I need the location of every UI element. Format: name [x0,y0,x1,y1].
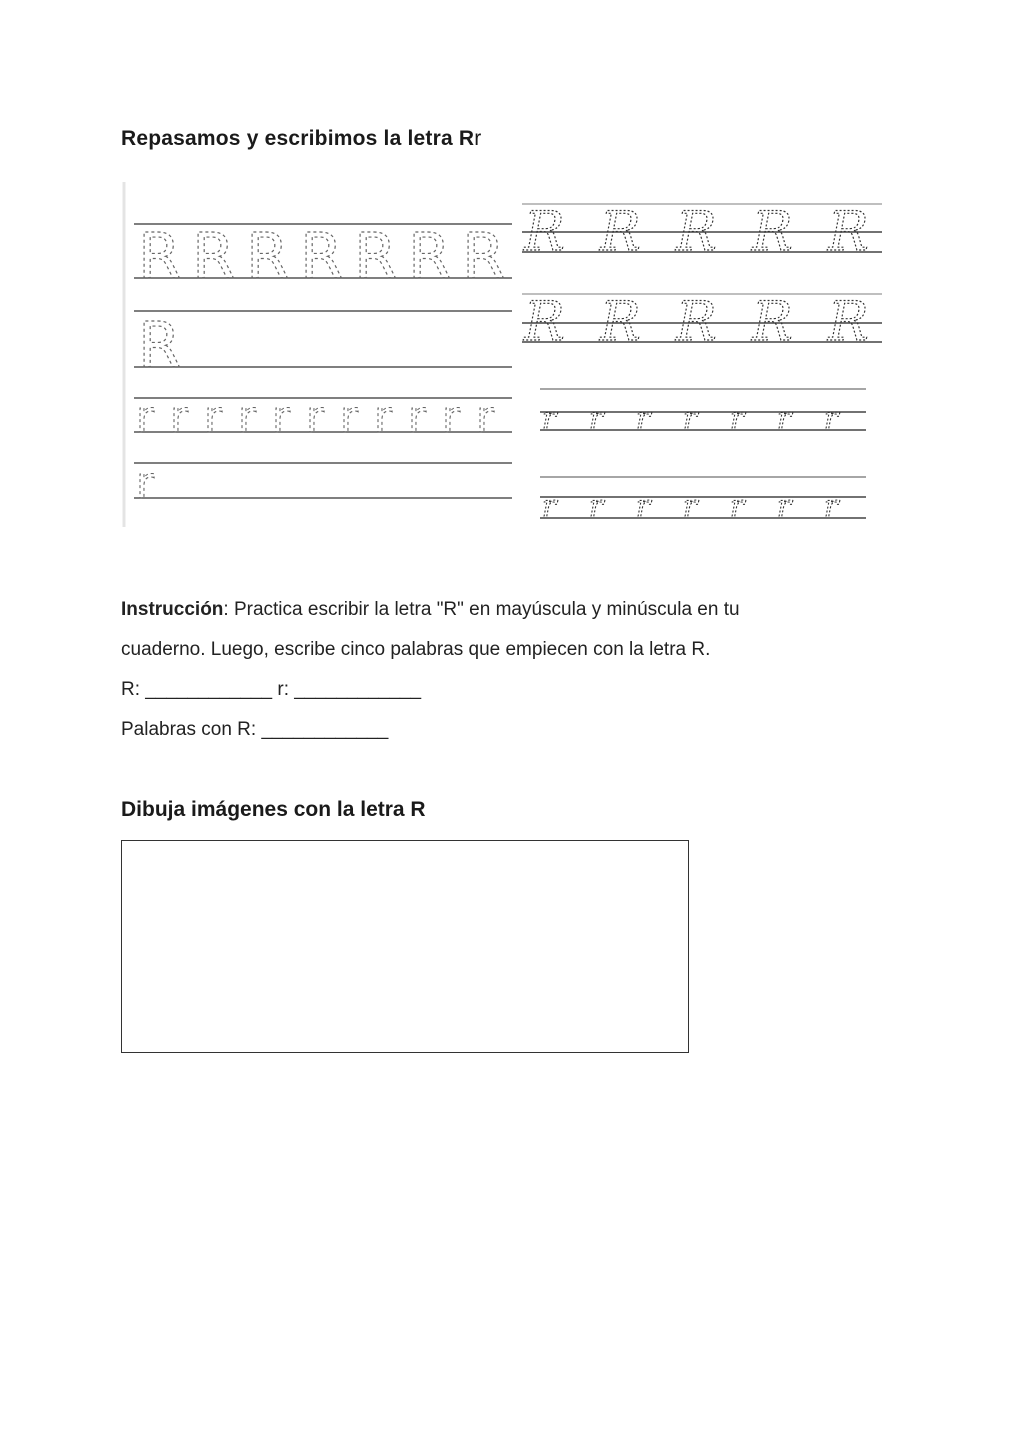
cursive-uppercase-letter: R [828,290,869,353]
cursive-uppercase-letter: R [524,200,565,263]
drawing-box[interactable] [121,840,689,1053]
dotted-uppercase-letter: R [462,220,506,293]
cursive-lowercase-letter: r [542,489,557,524]
dotted-uppercase-letter: R [300,220,344,293]
cursive-lowercase-letter: r [777,489,792,524]
dotted-lowercase-letter: r [442,392,461,443]
instruction-text-line-1: : Practica escribir la letra "R" en mayúscula y minúscula en tu [223,599,740,620]
dotted-lowercase-letter: r [408,392,427,443]
cursive-lowercase-letter: r [683,401,698,436]
instruction-text-line-2: cuaderno. Luego, escribe cinco palabras que empiecen con la letra R. [121,639,711,660]
dotted-uppercase-letter: R [192,220,236,293]
dotted-uppercase-letter: R [138,309,182,382]
title-suffix: r [474,127,482,150]
cursive-lowercase-letter: r [730,489,745,524]
cursive-lowercase-row-1 [542,401,840,436]
instruction-label: Instrucción [121,599,224,620]
dotted-lowercase-letter: r [170,392,189,443]
dotted-lowercase-letter: r [306,392,325,443]
dotted-lowercase-letter: r [374,392,393,443]
dotted-uppercase-letter: R [246,220,290,293]
cursive-uppercase-row-2 [523,290,869,353]
cursive-lowercase-letter: r [636,489,651,524]
instruction-block [121,590,881,750]
print-lowercase-row [136,392,495,443]
cursive-lowercase-letter: r [589,489,604,524]
title-main: Repasamos y escribimos la letra R [121,127,475,150]
cursive-uppercase-letter: R [600,290,641,353]
words-blank-line: Palabras con R: ____________ [121,719,389,740]
dotted-lowercase-letter: r [272,392,291,443]
cursive-lowercase-letter: r [777,401,792,436]
cursive-uppercase-letter: R [600,200,641,263]
cursive-lowercase-letter: r [589,401,604,436]
print-uppercase-single [138,309,181,382]
tracing-worksheet [122,182,890,532]
dotted-lowercase-letter: r [136,458,155,509]
instruction-paragraph [121,590,881,670]
dotted-lowercase-letter: r [238,392,257,443]
cursive-lowercase-letter: r [542,401,557,436]
cursive-lowercase-letter: r [824,401,839,436]
dotted-lowercase-letter: r [476,392,495,443]
page-title [121,127,481,151]
print-lowercase-single [136,458,155,509]
letters-blank-line: R: ____________ r: ____________ [121,679,422,700]
drawing-heading: Dibuja imágenes con la letra R [121,798,426,821]
cursive-uppercase-letter: R [524,290,565,353]
dotted-uppercase-letter: R [138,220,182,293]
cursive-lowercase-row-2 [542,489,840,524]
cursive-uppercase-letter: R [752,200,793,263]
dotted-lowercase-letter: r [136,392,155,443]
cursive-lowercase-letter: r [636,401,651,436]
dotted-uppercase-letter: R [354,220,398,293]
cursive-uppercase-letter: R [676,200,717,263]
cursive-uppercase-letter: R [828,200,869,263]
cursive-lowercase-letter: r [683,489,698,524]
print-uppercase-row [138,220,505,293]
dotted-uppercase-letter: R [408,220,452,293]
cursive-lowercase-letter: r [824,489,839,524]
cursive-uppercase-letter: R [676,290,717,353]
dotted-lowercase-letter: r [340,392,359,443]
cursive-uppercase-letter: R [752,290,793,353]
dotted-lowercase-letter: r [204,392,223,443]
cursive-lowercase-letter: r [730,401,745,436]
